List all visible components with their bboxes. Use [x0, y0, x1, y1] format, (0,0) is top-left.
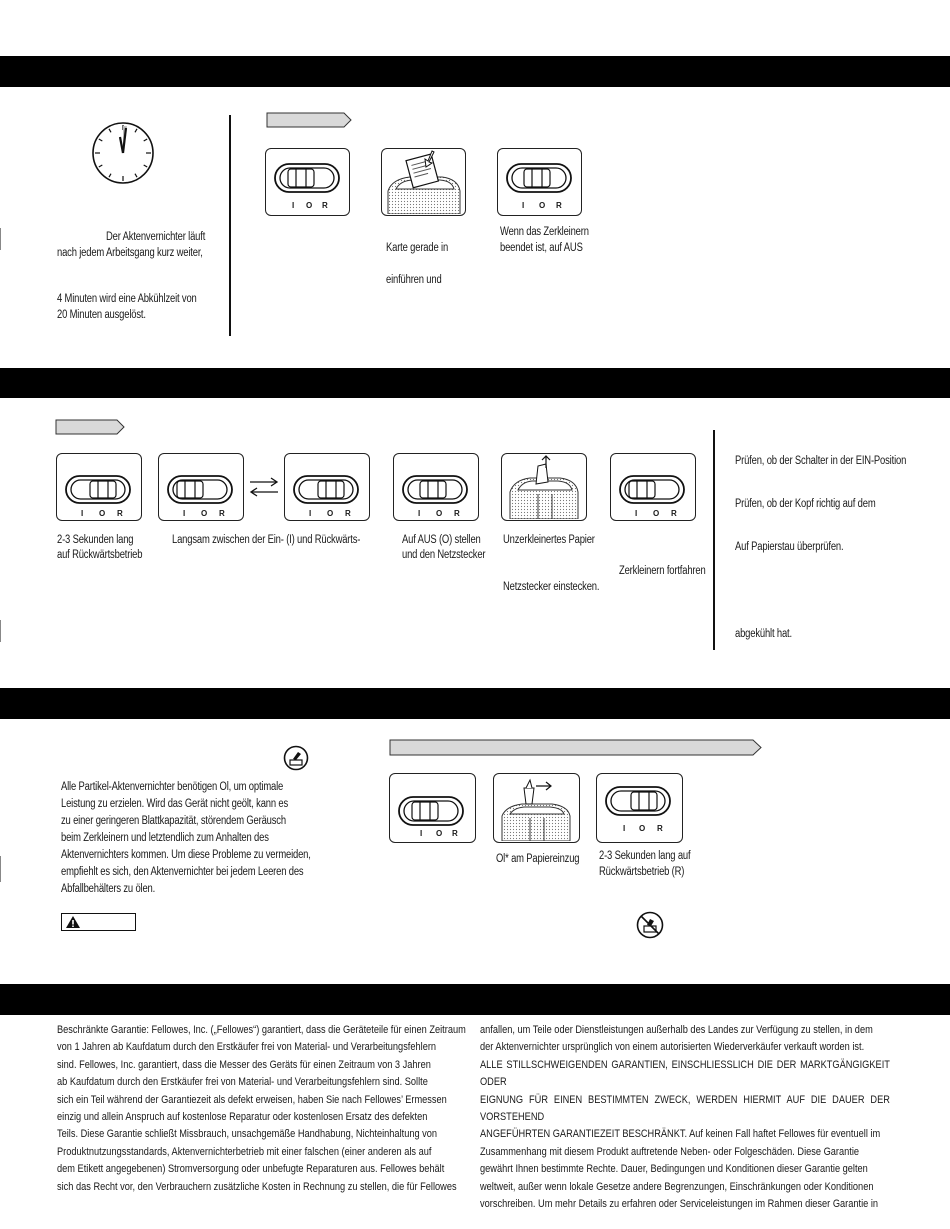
s3-step3-line1: 2-3 Sekunden lang auf [599, 850, 691, 862]
switch-label-i: I [309, 509, 312, 518]
s1-step3-line2: beendet ist, auf AUS [500, 242, 583, 254]
warranty-line: anfallen, um Teile oder Dienstleistungen außerhalb des Landes zur Verfügung zu stellen, in dem [480, 1024, 873, 1036]
switch-label-r: R [219, 509, 225, 518]
switch-icon [390, 774, 474, 841]
switch-label-r: R [452, 829, 458, 838]
warranty-line: ANGEFÜHRTEN GARANTIEZEIT BESCHRÄNKT. Auf keinen Fall haftet Fellowes für eventuell im [480, 1128, 881, 1141]
section2-divider [713, 430, 715, 650]
warranty-right-column [480, 1022, 890, 1213]
shredder-paper-tile [501, 453, 587, 521]
switch-tile [284, 453, 370, 521]
warranty-line: gewährt Ihnen bestimmte Rechte. Dauer, Bedingungen und Konditionen dieser Garantie gelten [480, 1163, 868, 1176]
oil-line: empfiehlt es sich, den Aktenvernichter bei jedem Leeren des [61, 866, 304, 878]
switch-label-r: R [671, 509, 677, 518]
warning-box [61, 913, 136, 931]
edge-mark [0, 856, 1, 882]
oil-line: Leistung zu erzielen. Wird das Gerät nicht geölt, kann es [61, 798, 289, 810]
section1-divider [229, 115, 231, 336]
oil-shredder-icon [494, 774, 578, 841]
warranty-line: dem Etikett angegebenen) Stromversorgung oder unbefugte Reparaturen aus. Fellowes behält [57, 1163, 445, 1176]
section3-header-band [0, 688, 950, 719]
warranty-line: sich ein Teil während der Garantiezeit als defekt erweisen, haben Sie nach Fellowes’ Ermessen [57, 1093, 447, 1106]
switch-label-i: I [635, 509, 638, 518]
switch-label-r: R [454, 509, 460, 518]
switch-label-o: O [201, 509, 208, 518]
s2-step5-line1: Zerkleinern fortfahren [619, 565, 706, 577]
switch-label-i: I [183, 509, 186, 518]
clock-icon [90, 120, 156, 186]
warranty-line: Zusammenhang mit diesem Produkt auftretende Neben- oder Folgeschäden. Diese Garantie [480, 1145, 860, 1158]
s2-step3-line2: und den Netzstecker [402, 549, 486, 561]
section1-header-band [0, 56, 950, 87]
s1-step2-line2: einführen und [386, 274, 442, 286]
s2-step4-line2: Netzstecker einstecken. [503, 581, 600, 593]
switch-tile [265, 148, 350, 216]
switch-label-r: R [322, 201, 328, 210]
warranty-line: sich das Recht vor, den Verbrauchern zusätzliche Kosten in Rechnung zu stellen, die für Fellowes [57, 1180, 457, 1193]
s2-check1: Prüfen, ob der Schalter in der EIN-Position [735, 455, 907, 467]
s2-check3: Auf Papierstau überprüfen. [735, 541, 844, 553]
shredder-card-tile [381, 148, 466, 216]
switch-label-r: R [345, 509, 351, 518]
switch-tile [497, 148, 582, 216]
oil-line: zu einer geringeren Blattkapazität, störendem Geräusch [61, 815, 286, 827]
switch-tile [596, 773, 683, 843]
switch-label-o: O [653, 509, 660, 518]
s1-step3-line1: Wenn das Zerkleinern [500, 226, 589, 238]
edge-mark [0, 228, 1, 250]
switch-label-o: O [99, 509, 106, 518]
s2-step4-line1: Unzerkleinertes Papier [503, 534, 595, 546]
warranty-line: der Aktenvernichter ursprünglich von einem autorisierten Wiederverkäufer verkauft worden ist. [480, 1041, 865, 1054]
section1-step-arrow [266, 112, 352, 128]
switch-label-i: I [418, 509, 421, 518]
s2-step1-line2: auf Rückwärtsbetrieb [57, 549, 143, 561]
warranty-line: Beschränkte Garantie: Fellowes, Inc. („Fellowes“) garantiert, dass die Geräteteile für einen Zeitraum [57, 1024, 466, 1036]
s2-check4: abgekühlt hat. [735, 628, 792, 640]
s1-step2-line1: Karte gerade in [386, 242, 449, 254]
switch-label-i: I [522, 201, 525, 210]
toggle-arrows-icon [248, 476, 280, 498]
warranty-left-column [57, 1022, 479, 1196]
clock-text-4: 20 Minuten ausgelöst. [57, 309, 146, 321]
shredder-card-icon [382, 149, 464, 214]
s2-step3-line1: Auf AUS (O) stellen [402, 534, 481, 546]
warranty-line: EIGNUNG FÜR EINEN BESTIMMTEN ZWECK, WERDEN HIERMIT AUF DIE DAUER DER VORSTEHEND [480, 1093, 890, 1124]
oil-shredder-tile [493, 773, 580, 843]
switch-label-i: I [292, 201, 295, 210]
warranty-line: von 1 Jahren ab Kaufdatum durch den Erstkäufer frei von Material- und Verarbeitungsfehlern [57, 1041, 437, 1054]
section2-header-band [0, 368, 950, 398]
switch-tile [158, 453, 244, 521]
warranty-line: weltweit, außer wenn lokale Gesetze andere Begrenzungen, Einschränkungen oder Konditionen [480, 1180, 874, 1193]
edge-mark [0, 620, 1, 642]
warranty-line: Teils. Diese Garantie schließt Missbrauch, unsachgemäße Handhabung, Nichteinhaltung von [57, 1128, 438, 1141]
switch-label-i: I [623, 824, 626, 833]
warranty-line: vorschreiben. Um mehr Details zu erfahren oder Serviceleistungen im Rahmen dieser Garantie in [480, 1198, 879, 1211]
switch-label-o: O [436, 509, 443, 518]
clock-text-3: 4 Minuten wird eine Abkühlzeit von [57, 293, 197, 305]
switch-label-r: R [117, 509, 123, 518]
section4-header-band [0, 984, 950, 1015]
oil-line: Abfallbehälters zu ölen. [61, 883, 156, 895]
switch-tile [393, 453, 479, 521]
switch-label-o: O [306, 201, 313, 210]
switch-label-o: O [539, 201, 546, 210]
no-oil-aerosol-icon [636, 911, 664, 939]
switch-label-i: I [81, 509, 84, 518]
shredder-paper-icon [502, 454, 585, 519]
switch-label-r: R [556, 201, 562, 210]
oil-bottle-icon [283, 745, 309, 771]
oil-line: beim Zerkleinern und letztendlich zum Anhalten des [61, 832, 269, 844]
s2-step1-line1: 2-3 Sekunden lang [57, 534, 134, 546]
oil-line: Alle Partikel-Aktenvernichter benötigen Öl, um optimale [61, 781, 284, 793]
switch-label-i: I [420, 829, 423, 838]
switch-tile [56, 453, 142, 521]
warranty-line: Produktnutzungsstandards, Aktenvernichterbetrieb mit einer falschen (einer anderen als auf [57, 1145, 432, 1158]
s3-step2-label: Öl* am Papiereinzug [496, 853, 580, 865]
warranty-line: sind. Fellowes, Inc. garantiert, dass die Messer des Geräts für einen Zeitraum von 3 Jahren [57, 1058, 431, 1071]
warranty-line: ab Kaufdatum durch den Erstkäufer frei von Material- und Verarbeitungsfehlern sind. Sollte [57, 1076, 428, 1089]
s3-step3-line2: Rückwärtsbetrieb (R) [599, 866, 685, 878]
s2-step2-line1: Langsam zwischen der Ein- (I) und Rückwärts- [172, 534, 361, 546]
section2-step-arrow [55, 419, 125, 435]
switch-tile [389, 773, 476, 843]
oil-line: Aktenvernichters kommen. Um diese Probleme zu vermeiden, [61, 849, 311, 861]
clock-text-2: nach jedem Arbeitsgang kurz weiter, [57, 247, 203, 259]
switch-label-r: R [657, 824, 663, 833]
switch-label-o: O [327, 509, 334, 518]
switch-tile [610, 453, 696, 521]
warranty-line: ALLE STILLSCHWEIGENDEN GARANTIEN, EINSCHLIESSLICH DIE DER MARKTGÄNGIGKEIT ODER [480, 1058, 890, 1089]
warranty-line: einzig und allein Anspruch auf kostenlose Reparatur oder kostenlosen Ersatz des defekten [57, 1111, 428, 1124]
warning-icon [65, 915, 81, 929]
section3-step-arrow [389, 739, 763, 756]
clock-text-1: Der Aktenvernichter läuft [106, 231, 206, 243]
switch-label-o: O [436, 829, 443, 838]
s2-check2: Prüfen, ob der Kopf richtig auf dem [735, 498, 876, 510]
switch-label-o: O [639, 824, 646, 833]
